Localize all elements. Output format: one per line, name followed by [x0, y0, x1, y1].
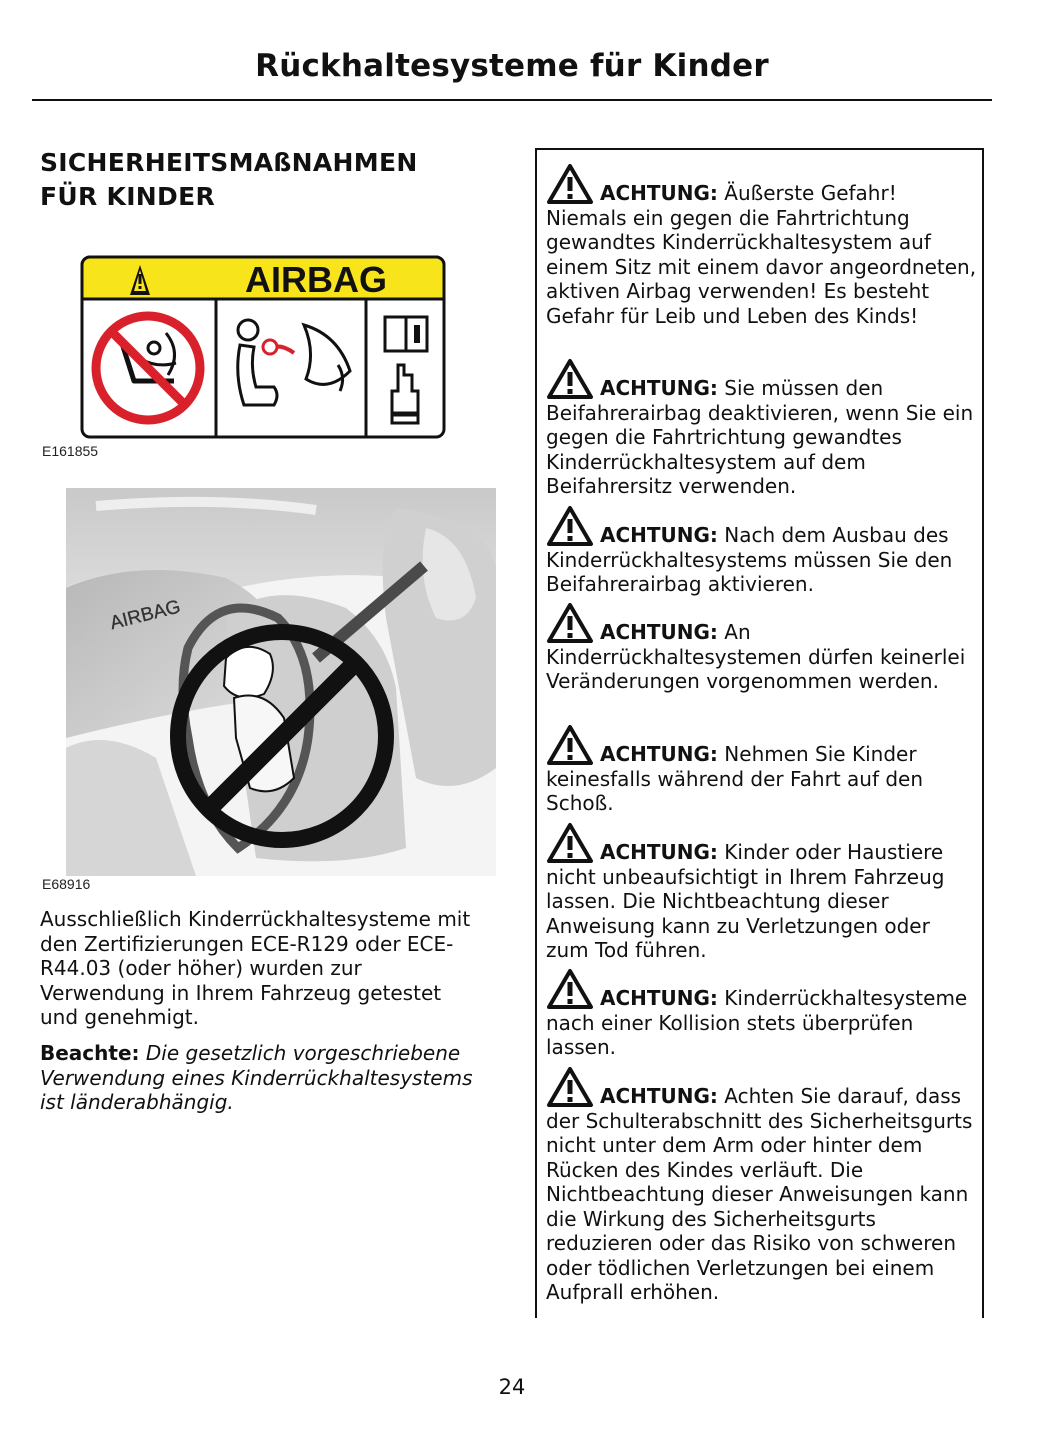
prohibited-child-seat-icon	[96, 316, 200, 420]
note-paragraph	[40, 1041, 500, 1115]
warning-triangle-icon	[546, 602, 594, 644]
page-number: 24	[498, 1375, 526, 1399]
warning-text: An Kinderrückhaltesystemen dürfen keinerlei Veränderungen vorgenommen werden.	[546, 620, 966, 693]
warning-text: Achten Sie darauf, dass der Schulterabschnitt des Sicherheitsgurts nicht unter dem Arm oder hinter dem Rücken des Kindes verläuft. Die Nichtbeachtung dieser Anweisungen kann die Wirkung des Sicherheitsgurts reduzieren oder das Risiko von schweren oder tödlichen Verletzungen bei einem Aufprall erhöhen.	[546, 1084, 973, 1304]
warning-triangle-icon	[546, 163, 594, 205]
warning-triangle-icon	[546, 822, 594, 864]
warning-block	[546, 742, 978, 816]
warning-text: Sie müssen den Beifahrerairbag deaktivieren, wenn Sie ein gegen die Fahrtrichtung gewandtes Kinderrückhaltesystem auf dem Beifahrersitz verwenden.	[546, 376, 974, 498]
section-heading-line2: FÜR KINDER	[40, 182, 216, 211]
warning-label: ACHTUNG:	[600, 840, 718, 864]
airbag-banner-text: AIRBAG	[245, 259, 387, 300]
warning-triangle-icon	[546, 505, 594, 547]
warning-block	[546, 986, 978, 1060]
warning-block	[546, 523, 978, 597]
warning-label: ACHTUNG:	[600, 181, 718, 205]
warning-triangle-icon	[546, 968, 594, 1010]
warning-label: ACHTUNG:	[600, 986, 718, 1010]
intro-paragraph: Ausschließlich Kinderrückhaltesysteme mit den Zertifizierungen ECE-R129 oder ECE-R44.03 (oder höher) wurden zur Verwendung in Ihrem Fahrzeug getestet und genehmigt.	[40, 907, 471, 1029]
warning-text: Nehmen Sie Kinder keinesfalls während der Fahrt auf den Schoß.	[546, 742, 924, 815]
warning-label: ACHTUNG:	[600, 1084, 718, 1108]
section-heading	[40, 146, 500, 214]
page-title: Rückhaltesysteme für Kinder	[255, 48, 769, 84]
warning-text: Nach dem Ausbau des Kinderrückhaltesystems müssen Sie den Beifahrerairbag aktivieren.	[546, 523, 953, 596]
photo-airbag-text: AIRBAG	[107, 596, 183, 635]
warning-text: Äußerste Gefahr! Niemals ein gegen die Fahrtrichtung gewandtes Kinderrückhaltesystem auf einem Sitz mit einem davor angeordneten, aktiven Airbag verwenden! Es besteht Gefahr für Leib und Leben des Kinds!	[546, 181, 977, 328]
warning-text: Kinderrückhaltesysteme nach einer Kollision stets überprüfen lassen.	[546, 986, 968, 1059]
warning-block	[546, 620, 978, 694]
warning-triangle-icon	[546, 724, 594, 766]
warning-label: ACHTUNG:	[600, 376, 718, 400]
warning-triangle-icon	[546, 358, 594, 400]
section-heading-line1: SICHERHEITSMAßNAHMEN	[40, 148, 418, 177]
figure-code-1: E161855	[42, 443, 99, 459]
warning-block	[546, 376, 978, 499]
airbag-warning-label	[80, 255, 446, 439]
warning-text: Kinder oder Haustiere nicht unbeaufsichtigt in Ihrem Fahrzeug lassen. Die Nichtbeachtung dieser Anweisung kann zu Verletzungen oder zum Tod führen.	[546, 840, 945, 962]
warning-block	[546, 1084, 978, 1305]
figure-code-2: E68916	[42, 876, 91, 892]
warning-block	[546, 840, 978, 963]
warning-block	[546, 181, 978, 328]
warning-label: ACHTUNG:	[600, 742, 718, 766]
title-divider	[32, 99, 992, 101]
warning-triangle-icon	[546, 1066, 594, 1108]
warning-label: ACHTUNG:	[600, 523, 718, 547]
warning-label: ACHTUNG:	[600, 620, 718, 644]
note-text: Die gesetzlich vorgeschriebene Verwendung eines Kinderrückhaltesystems ist länderabhängig.	[40, 1041, 473, 1114]
rear-facing-seat-photo	[66, 488, 496, 876]
note-label: Beachte:	[40, 1041, 140, 1065]
